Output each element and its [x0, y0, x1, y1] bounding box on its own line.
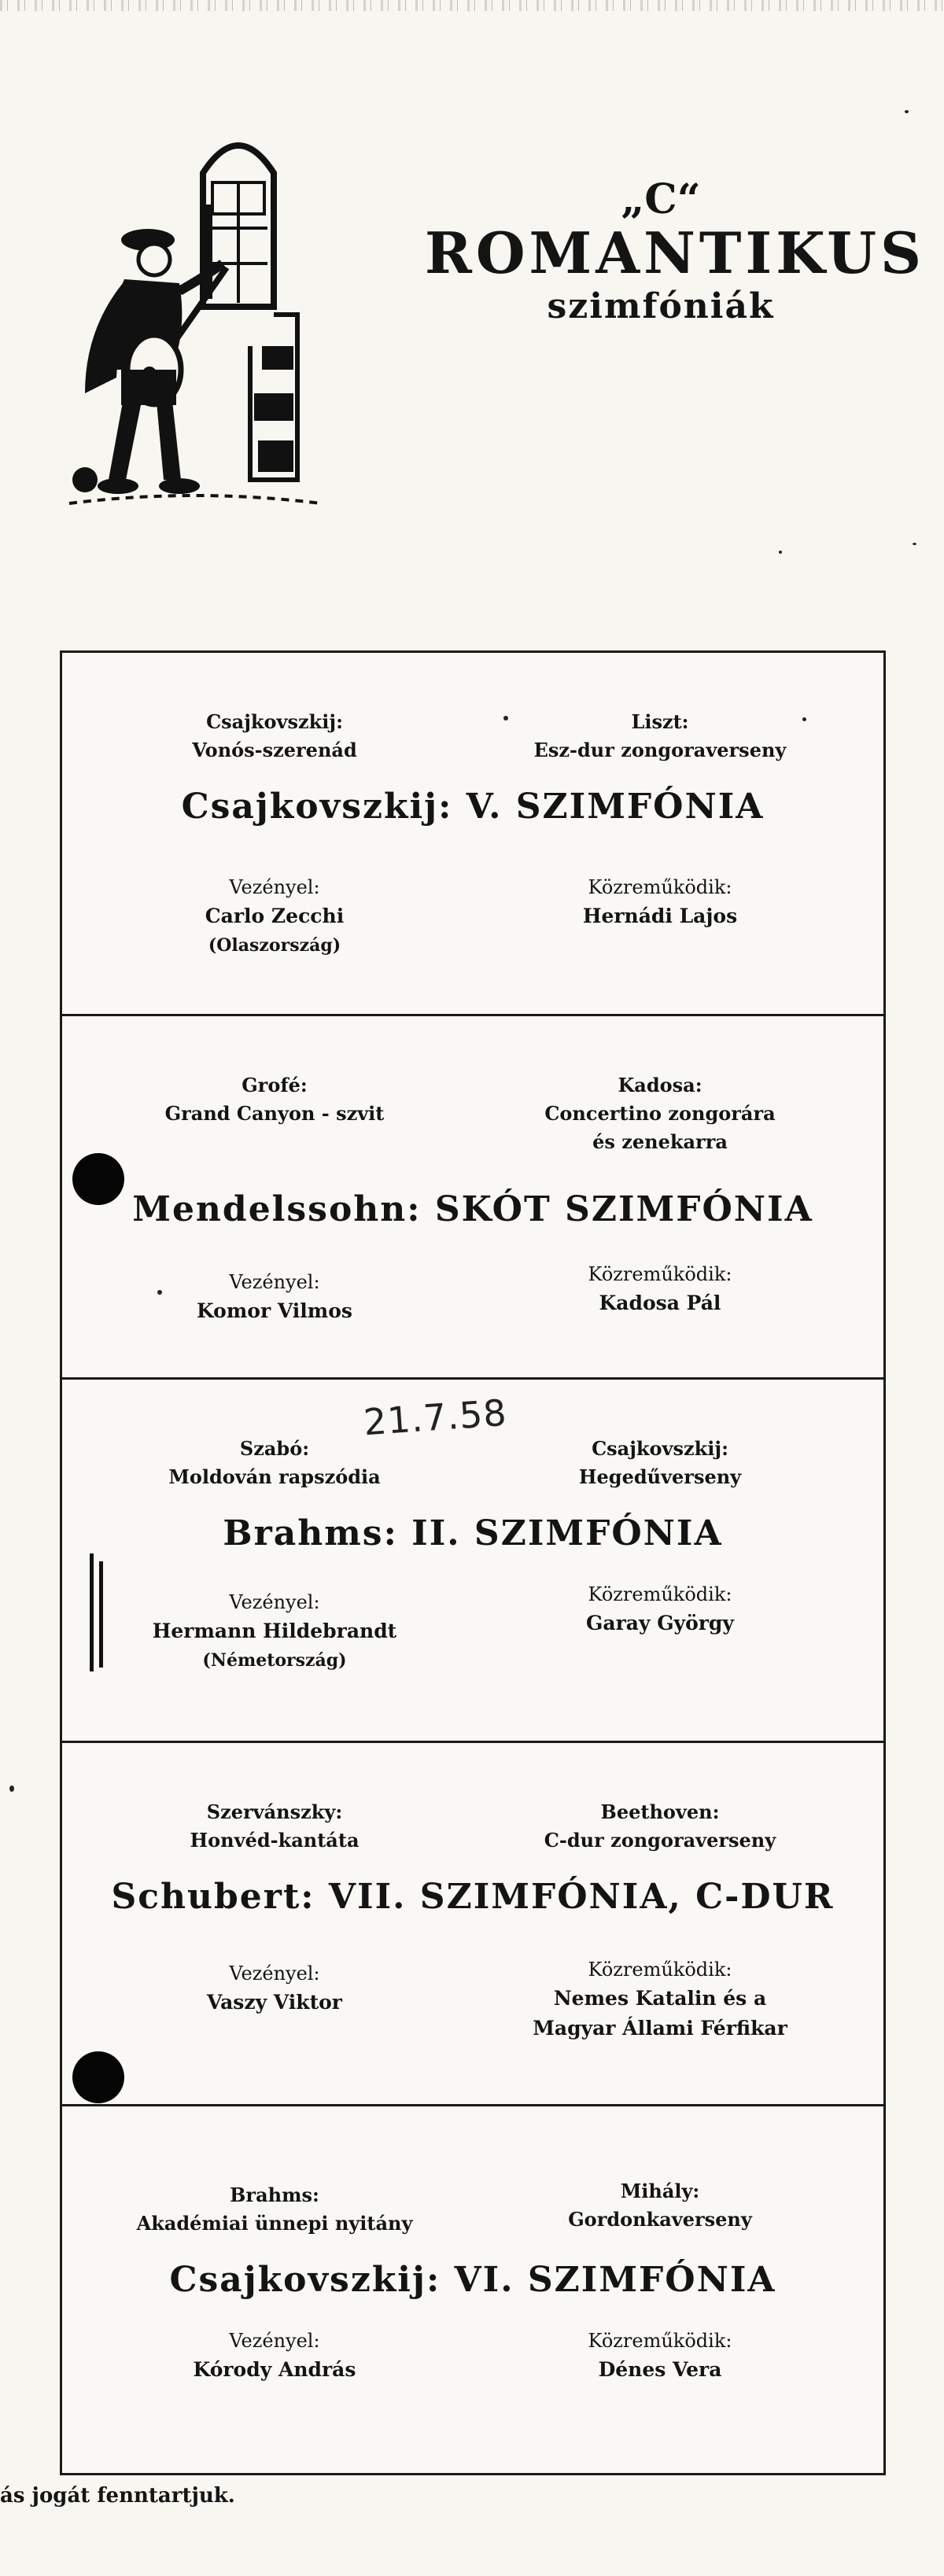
conductor-block [86, 2327, 463, 2385]
soloist-label: Közreműködik: [588, 1959, 732, 1981]
symphony-headline: Csajkovszkij: VI. SZIMFÓNIA [169, 2260, 776, 2300]
margin-marks [88, 1553, 107, 1671]
scan-speck [913, 543, 916, 545]
right-work [471, 1435, 849, 1491]
soloist-block [471, 1955, 849, 2043]
left-work [86, 1071, 463, 1128]
right-work [471, 1798, 849, 1855]
conductor-label: Vezényel: [229, 1591, 320, 1613]
scan-speck [503, 716, 508, 720]
work-title: Honvéd-kantáta [190, 1829, 360, 1852]
punch-hole [72, 2051, 124, 2103]
soloist-label: Közreműködik: [588, 2330, 732, 2352]
series-title-block [425, 175, 925, 330]
composer: Csajkovszkij: [592, 1437, 728, 1460]
conductor-block [86, 873, 463, 960]
conductor-block [86, 1959, 463, 2018]
series-quote: „C“ [621, 175, 701, 223]
soloist-block [471, 1580, 849, 1638]
left-work [86, 1798, 463, 1855]
soloist-name: Hernádi Lajos [582, 905, 738, 927]
work-title: Akadémiai ünnepi nyitány [136, 2212, 413, 2235]
composer: Szabó: [239, 1437, 310, 1460]
troubadour-illustration [61, 110, 329, 519]
series-subtitle: szimfóniák [547, 286, 775, 327]
work-title: Esz-dur zongoraverseny [533, 739, 787, 761]
scan-speck [9, 1786, 14, 1792]
conductor-name: Hermann Hildebrandt [152, 1620, 397, 1642]
work-title: Vonós-szerenád [192, 739, 357, 761]
conductor-name: Komor Vilmos [196, 1299, 352, 1322]
work-title: Gordonkaverseny [568, 2208, 752, 2231]
composer: Kadosa: [618, 1074, 702, 1096]
handwritten-date: 21.7.58 [362, 1391, 509, 1444]
soloist-name: Dénes Vera [598, 2358, 722, 2381]
left-work [86, 2181, 463, 2238]
soloist-label: Közreműködik: [588, 1583, 732, 1605]
conductor-country: (Németország) [202, 1650, 347, 1671]
left-work [86, 1435, 463, 1491]
soloist-block [471, 873, 849, 931]
soloist-name: Nemes Katalin és a Magyar Állami Férfikar [533, 1987, 787, 2040]
conductor-name: Kórody András [193, 2358, 356, 2381]
soloist-name: Kadosa Pál [599, 1292, 721, 1314]
scan-speck [779, 551, 782, 554]
scan-speck [802, 717, 806, 721]
symphony-headline: Mendelssohn: SKÓT SZIMFÓNIA [132, 1189, 813, 1229]
composer: Beethoven: [600, 1800, 720, 1823]
composer: Grofé: [242, 1074, 308, 1096]
right-work [471, 708, 849, 765]
right-work [471, 2177, 849, 2234]
left-work [86, 708, 463, 765]
conductor-label: Vezényel: [229, 2330, 320, 2352]
composer: Csajkovszkij: [206, 710, 343, 733]
work-title: Concertino zongorára és zenekarra [544, 1102, 776, 1153]
work-title: Grand Canyon - szvit [164, 1102, 385, 1125]
punch-hole [72, 1153, 124, 1205]
right-work [471, 1071, 849, 1156]
work-title: C-dur zongoraverseny [544, 1829, 776, 1852]
composer: Szervánszky: [206, 1800, 343, 1823]
concert-5 [62, 2106, 883, 2476]
conductor-label: Vezényel: [229, 1962, 320, 1985]
symphony-headline: Brahms: II. SZIMFÓNIA [223, 1513, 723, 1553]
soloist-label: Közreműködik: [588, 876, 732, 898]
scan-speck [157, 1290, 162, 1295]
work-title: Hegedűverseny [578, 1465, 742, 1488]
soloist-block [471, 1260, 849, 1318]
composer: Mihály: [620, 2180, 700, 2202]
soloist-name: Garay György [586, 1612, 734, 1634]
concert-program [60, 650, 886, 2475]
series-title: ROMANTIKUS [425, 219, 925, 287]
concert-2 [62, 1016, 883, 1380]
concert-4 [62, 1743, 883, 2106]
conductor-country: (Olaszország) [208, 935, 341, 956]
header [0, 0, 944, 551]
footer-note: ás jogát fenntartjuk. [0, 2484, 235, 2508]
symphony-headline: Csajkovszkij: V. SZIMFÓNIA [181, 787, 765, 827]
conductor-name: Carlo Zecchi [205, 905, 345, 927]
composer: Liszt: [631, 710, 689, 733]
concert-1 [62, 653, 883, 1016]
work-title: Moldován rapszódia [168, 1465, 381, 1488]
symphony-headline: Schubert: VII. SZIMFÓNIA, C-DUR [111, 1877, 835, 1917]
scan-speck [905, 110, 909, 113]
soloist-label: Közreműködik: [588, 1263, 732, 1285]
conductor-block [86, 1588, 463, 1675]
conductor-label: Vezényel: [229, 876, 320, 898]
soloist-block [471, 2327, 849, 2385]
conductor-block [86, 1268, 463, 1326]
conductor-label: Vezényel: [229, 1271, 320, 1293]
conductor-name: Vaszy Viktor [207, 1991, 342, 2014]
composer: Brahms: [230, 2184, 319, 2206]
